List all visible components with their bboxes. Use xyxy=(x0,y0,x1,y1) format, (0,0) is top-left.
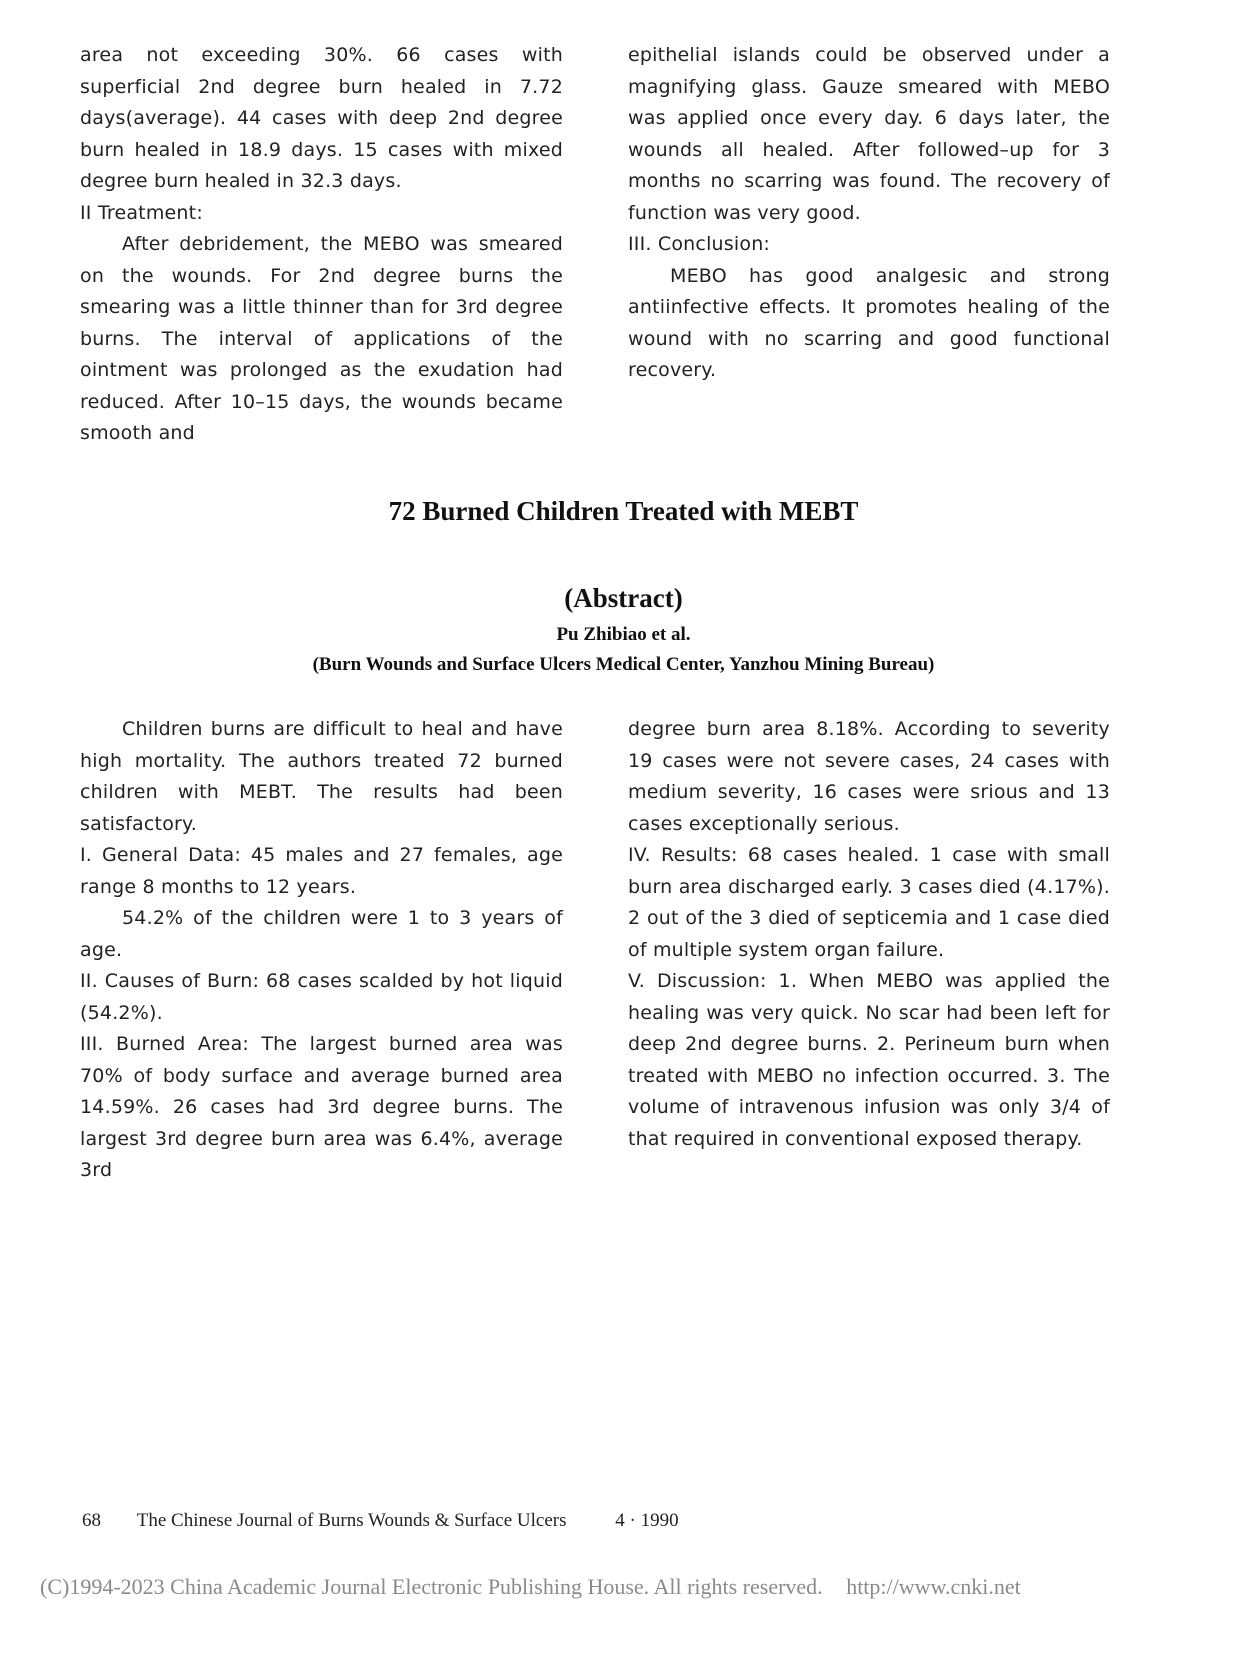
issue-number: 4 · 1990 xyxy=(615,1510,679,1531)
journal-name: The Chinese Journal of Burns Wounds & Surface Ulcers xyxy=(136,1510,567,1531)
paragraph-results: IV. Results: 68 cases healed. 1 case with small burn area discharged early. 3 cases died (4.17%). 2 out of the 3 died of septicemia and 1 case died of multiple system organ failure. xyxy=(628,844,1110,961)
bottom-left-column xyxy=(80,714,563,1187)
page-number: 68 xyxy=(82,1510,101,1531)
authors: Pu Zhibiao et al. xyxy=(556,624,691,645)
paragraph-discussion: V. Discussion: 1. When MEBO was applied the healing was very quick. No scar had been left for deep 2nd degree burns. 2. Perineum burn when treated with MEBO no infection occurred. 3. The volume of intravenous infusion was only 3/4 of that required in conventional exposed therapy. xyxy=(628,970,1110,1150)
paragraph-severity: degree burn area 8.18%. According to severity 19 cases were not severe cases, 24 cases with medium severity, 16 cases were srious and 13 cases exceptionally serious. xyxy=(628,718,1110,835)
cnki-link[interactable]: http://www.cnki.net xyxy=(846,1574,1021,1599)
article-title: 72 Burned Children Treated with MEBT xyxy=(388,496,859,526)
page-footer xyxy=(82,1510,679,1532)
top-left-column xyxy=(80,40,563,450)
paragraph-age-share: 54.2% of the children were 1 to 3 years of age. xyxy=(80,907,563,961)
paragraph-treatment: After debridement, the MEBO was smeared on the wounds. For 2nd degree burns the smearing was a little thinner than for 3rd degree burns. The interval of applications of the ointment was prolonged as the exudation had reduced. After 10–15 days, the wounds became smooth and xyxy=(80,233,563,444)
paragraph-treatment-continued: epithelial islands could be observed under a magnifying glass. Gauze smeared with MEBO was applied once every day. 6 days later, the wounds all healed. After followed–up for 3 months no scarring was found. The recovery of function was very good. xyxy=(628,44,1110,224)
copyright-notice: (C)1994-2023 China Academic Journal Electronic Publishing House. All rights reserved. xyxy=(40,1574,823,1599)
paragraph-intro: Children burns are difficult to heal and have high mortality. The authors treated 72 burned children with MEBT. The results had been satisfactory. xyxy=(80,718,563,835)
paragraph-conclusion: MEBO has good analgesic and strong antiinfective effects. It promotes healing of the wound with no scarring and good functional recovery. xyxy=(628,264,1110,381)
heading-treatment: II Treatment: xyxy=(80,201,203,224)
paragraph-general-data: I. General Data: 45 males and 27 females, age range 8 months to 12 years. xyxy=(80,844,563,898)
paragraph-causes: II. Causes of Burn: 68 cases scalded by hot liquid (54.2%). xyxy=(80,970,563,1024)
copyright-bar xyxy=(40,1574,1021,1600)
paragraph-burned-area: III. Burned Area: The largest burned area was 70% of body surface and average burned area 14.59%. 26 cases had 3rd degree burns. The largest 3rd degree burn area was 6.4%, average 3rd xyxy=(80,1033,563,1181)
bottom-right-column xyxy=(628,714,1110,1155)
paragraph-healing-times: area not exceeding 30%. 66 cases with superficial 2nd degree burn healed in 7.72 days(average). 44 cases with deep 2nd degree burn healed in 18.9 days. 15 cases with mixed degree burn healed in 32.3 days. xyxy=(80,44,563,192)
heading-conclusion: III. Conclusion: xyxy=(628,233,771,255)
affiliation: (Burn Wounds and Surface Ulcers Medical Center, Yanzhou Mining Bureau) xyxy=(312,654,935,675)
top-right-column xyxy=(628,40,1110,387)
abstract-label: (Abstract) xyxy=(564,583,683,613)
